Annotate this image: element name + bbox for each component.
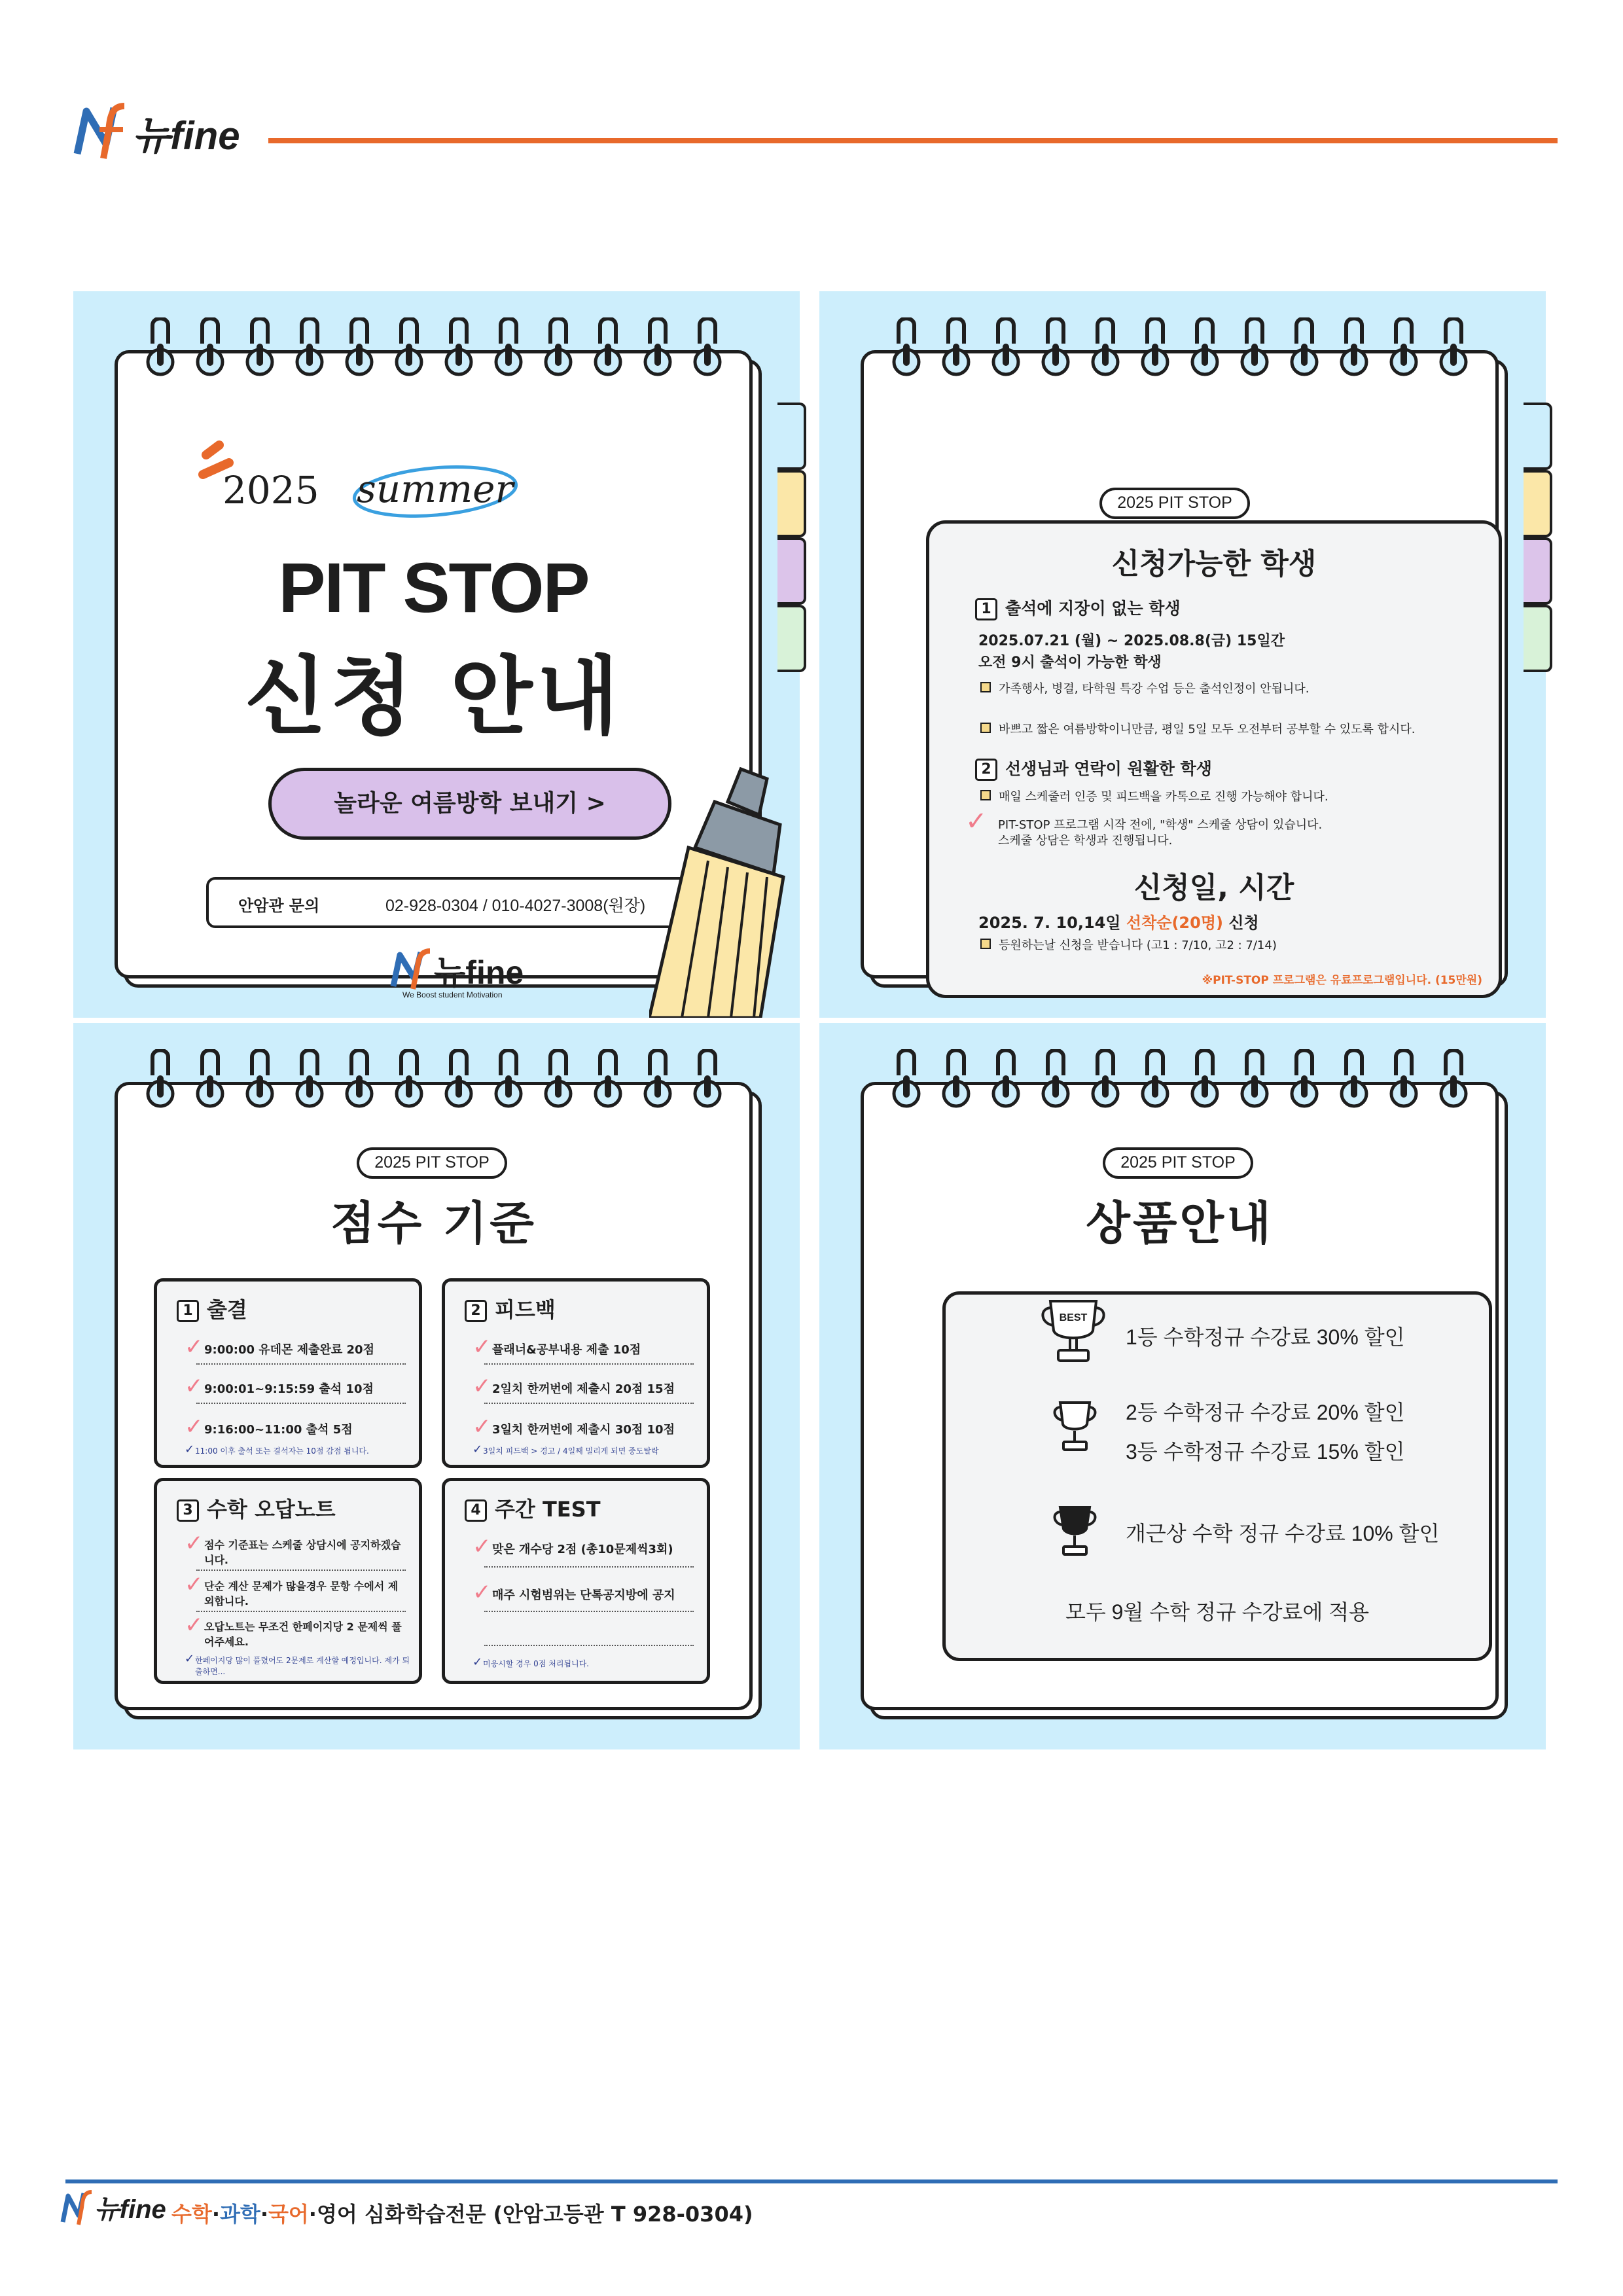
ring-bar: [257, 344, 263, 366]
prize-box: [942, 1291, 1492, 1661]
box-title: 1 출결: [177, 1293, 247, 1323]
spiral-ring: [1147, 1050, 1163, 1076]
spiral-ring: [1197, 1050, 1213, 1076]
spiral-ring: [550, 1050, 566, 1076]
page-title: 신청 안내: [244, 647, 623, 746]
summer-label: [350, 460, 520, 519]
header-divider: [268, 138, 1558, 143]
ring-bar: [1351, 344, 1357, 366]
spiral-ring: [1048, 1050, 1063, 1076]
ring-bar: [555, 1075, 562, 1098]
trophy-best-icon: [1037, 1298, 1109, 1367]
spiral-ring: [1048, 319, 1063, 344]
score-box-wrongnote: [154, 1478, 422, 1684]
box-title: 2 피드백: [465, 1293, 556, 1323]
ring-bar: [207, 1075, 213, 1098]
spiral-ring: [302, 319, 317, 344]
ring-bar: [306, 1075, 313, 1098]
spiral-ring: [202, 1050, 218, 1076]
spiral-ring: [600, 319, 616, 344]
box-title: 4 주간 TEST: [465, 1493, 601, 1523]
ring-bar: [903, 344, 910, 366]
ring-bar: [356, 344, 363, 366]
criterion-title: 선생님과 연락이 원활한 학생: [1005, 759, 1212, 778]
ring-bar: [605, 344, 611, 366]
box-title: 3 수학 오답노트: [177, 1493, 336, 1523]
ring-bar: [356, 1075, 363, 1098]
ring-bar: [1202, 1075, 1208, 1098]
spiral-ring: [1396, 1050, 1412, 1076]
section-heading: 점수 기준: [330, 1196, 537, 1250]
year-label: 2025: [223, 468, 319, 512]
panel-prizes: [819, 1023, 1546, 1749]
ring-bar: [157, 1075, 164, 1098]
spiral-ring: [1296, 1050, 1312, 1076]
spiral-ring: [899, 319, 914, 344]
criterion-title: 출석에 지장이 없는 학생: [1005, 599, 1181, 618]
score-note: ✓ 미응시할 경우 0점 처리됩니다.: [473, 1655, 589, 1669]
ring-bar: [505, 344, 512, 366]
criterion-2: [975, 756, 1212, 781]
spiral-ring: [1396, 319, 1412, 344]
spiral-ring: [1097, 319, 1113, 344]
ring-bar: [953, 1075, 959, 1098]
spiral-ring: [948, 319, 964, 344]
logo-mark-icon: [389, 946, 586, 992]
ring-bar: [406, 344, 412, 366]
ring-bar: [953, 344, 959, 366]
svg-text:뉴fine: 뉴fine: [434, 954, 524, 991]
spiral-ring: [252, 319, 268, 344]
panel-scoring: [73, 1023, 800, 1749]
spiral-ring: [600, 1050, 616, 1076]
panel-eligibility: [819, 291, 1546, 1018]
ring-bar: [1052, 344, 1059, 366]
spiral-ring: [302, 1050, 317, 1076]
spiral-ring: [401, 319, 417, 344]
score-note: ✓ 3일치 피드백 > 경고 / 4일째 밀리게 되면 중도탈락: [473, 1443, 659, 1456]
ring-bar: [1102, 1075, 1109, 1098]
check-text: 스케줄 상담은 학생과 진행됩니다.: [998, 834, 1173, 848]
footer-divider: [65, 2179, 1558, 2183]
score-item: ✓ 플래너&공부내용 제출 10점: [473, 1334, 641, 1360]
ring-bar: [1301, 344, 1308, 366]
spiral-ring: [1197, 319, 1213, 344]
bullet: 바쁘고 짧은 여름방학이니만큼, 평일 5일 모두 오전부터 공부할 수 있도록 합시다.: [980, 720, 1416, 737]
ring-bar: [1400, 344, 1407, 366]
bullet: 매일 스케줄러 인증 및 피드백을 카톡으로 진행 가능해야 합니다.: [980, 787, 1329, 804]
ring-bar: [1450, 344, 1457, 366]
score-item: ✓ 매주 시험범위는 단톡공지방에 공지: [473, 1579, 675, 1605]
spiral-ring: [899, 1050, 914, 1076]
summer-text: summer: [357, 467, 514, 511]
bullet: 가족행사, 병결, 타학원 특강 수업 등은 출석인정이 안됩니다.: [980, 679, 1310, 696]
spiral-ring: [451, 1050, 467, 1076]
score-item: ✓ 3일치 한꺼번에 제출시 30점 10점: [473, 1414, 675, 1440]
spiral-rings: [144, 317, 726, 389]
section-heading: 신청가능한 학생: [1111, 547, 1317, 581]
prize-2: 2등 수학정규 수강료 20% 할인: [1126, 1401, 1405, 1424]
score-box-attendance: [154, 1278, 422, 1468]
ring-bar: [455, 344, 462, 366]
ring-bar: [505, 1075, 512, 1098]
svg-text:BEST: BEST: [1059, 1312, 1088, 1323]
spiral-rings: [144, 1049, 726, 1121]
spiral-ring: [550, 319, 566, 344]
trophy-icon: [1050, 1399, 1099, 1455]
spiral-ring: [948, 1050, 964, 1076]
score-item: ✓ 9:00:00 유데몬 제출완료 20점: [185, 1334, 374, 1360]
spiral-ring: [1247, 1050, 1262, 1076]
ring-bar: [1102, 344, 1109, 366]
contact-label: 안암관 문의: [238, 897, 320, 915]
footer-logo: [60, 2188, 171, 2227]
score-item: ✓ 2일치 한꺼번에 제출시 20점 15점: [473, 1373, 675, 1399]
ring-bar: [1301, 1075, 1308, 1098]
spiral-ring: [152, 319, 168, 344]
ring-bar: [1251, 1075, 1258, 1098]
fee-note: ※PIT-STOP 프로그램은 유료프로그램입니다. (15만원): [1202, 974, 1482, 987]
section-heading: 신청일, 시간: [1133, 871, 1294, 905]
time-req: 오전 9시 출석이 가능한 학생: [978, 655, 1162, 671]
spiral-ring: [998, 1050, 1014, 1076]
notepad-card: [861, 350, 1499, 987]
panel-intro: [73, 291, 800, 1018]
spiral-ring: [650, 1050, 666, 1076]
ring-bar: [1251, 344, 1258, 366]
spiral-ring: [1147, 319, 1163, 344]
section-heading: 상품안내: [1086, 1196, 1274, 1250]
spiral-ring: [351, 319, 367, 344]
brand-logo: [72, 98, 268, 164]
period: 2025.07.21 (월) ~ 2025.08.8(금) 15일간: [978, 633, 1285, 649]
spiral-ring: [351, 1050, 367, 1076]
ring-bar: [207, 344, 213, 366]
bullet: 등원하는날 신청을 받습니다 (고1 : 7/10, 고2 : 7/14): [980, 936, 1277, 953]
prize-1: 1등 수학정규 수강료 30% 할인: [1126, 1325, 1405, 1349]
spiral-ring: [152, 1050, 168, 1076]
ring-bar: [1450, 1075, 1457, 1098]
ring-bar: [1003, 344, 1009, 366]
ring-bar: [455, 1075, 462, 1098]
ring-bar: [605, 1075, 611, 1098]
spiral-ring: [1346, 1050, 1362, 1076]
apply-date: 2025. 7. 10,14일 선착순(20명) 신청: [978, 914, 1259, 932]
badge: 2025 PIT STOP: [1103, 1147, 1253, 1179]
eligibility-box: [926, 520, 1502, 998]
svg-text:뉴fine: 뉴fine: [132, 114, 240, 158]
ring-bar: [1152, 344, 1158, 366]
score-item: ✓ 맞은 개수당 2점 (총10문제씩3회): [473, 1534, 673, 1560]
check-text: PIT-STOP 프로그램 시작 전에, "학생" 스케줄 상담이 있습니다.: [998, 818, 1323, 832]
spiral-ring: [401, 1050, 417, 1076]
number-badge: 2: [975, 759, 997, 781]
spiral-ring: [650, 319, 666, 344]
ring-bar: [157, 344, 164, 366]
spiral-ring: [700, 319, 715, 344]
ring-bar: [704, 1075, 711, 1098]
score-item: ✓ 점수 기준표는 스케줄 상담시에 공지하겠습니다.: [185, 1530, 401, 1566]
brand-logo-small: [389, 946, 586, 1005]
contact-value: 02-928-0304 / 010-4027-3008(원장): [385, 897, 646, 915]
spiral-rings: [890, 1049, 1472, 1121]
score-note: ✓ 한페이지당 많이 풀렸어도 2문제로 계산할 예정입니다. 제가 퇴출하면...: [185, 1652, 410, 1676]
ring-bar: [1052, 1075, 1059, 1098]
spiral-ring: [998, 319, 1014, 344]
ring-bar: [257, 1075, 263, 1098]
spiral-ring: [1446, 1050, 1461, 1076]
prize-3: 3등 수학정규 수강료 15% 할인: [1126, 1440, 1405, 1463]
ring-bar: [1003, 1075, 1009, 1098]
ring-bar: [1202, 344, 1208, 366]
score-item: ✓ 9:00:01~9:15:59 출석 10점: [185, 1373, 374, 1399]
check-icon: ✓: [965, 806, 988, 836]
spiral-ring: [1296, 319, 1312, 344]
prize-perfect-attendance: 개근상 수학 정규 수강료 10% 할인: [1126, 1522, 1440, 1545]
ring-bar: [306, 344, 313, 366]
score-box-feedback: [442, 1278, 710, 1468]
number-badge: 1: [975, 598, 997, 620]
highlighter-icon: [649, 762, 800, 1018]
brand-tagline: We Boost student Motivation: [402, 990, 503, 999]
ring-bar: [903, 1075, 910, 1098]
badge: 2025 PIT STOP: [1099, 488, 1250, 519]
spiral-ring: [700, 1050, 715, 1076]
spiral-ring: [202, 319, 218, 344]
spiral-ring: [501, 1050, 516, 1076]
spiral-ring: [1346, 319, 1362, 344]
spiral-ring: [252, 1050, 268, 1076]
ring-bar: [555, 344, 562, 366]
svg-text:뉴fine: 뉴fine: [94, 2195, 166, 2224]
summer-button[interactable]: 놀라운 여름방학 보내기 >: [268, 768, 671, 840]
prize-note: 모두 9월 수학 정규 수강료에 적용: [1065, 1600, 1370, 1624]
score-box-weekly-test: [442, 1478, 710, 1684]
ring-bar: [654, 344, 661, 366]
ring-bar: [654, 1075, 661, 1098]
spiral-ring: [451, 319, 467, 344]
spiral-ring: [1097, 1050, 1113, 1076]
notepad-card: [861, 1082, 1499, 1710]
badge: 2025 PIT STOP: [357, 1147, 507, 1179]
event-title: PIT STOP: [278, 548, 589, 627]
notepad-card: [115, 1082, 753, 1710]
score-item: ✓ 9:16:00~11:00 출석 5점: [185, 1414, 353, 1440]
score-item: ✓ 오답노트는 무조건 한페이지당 2 문제씩 풀어주세요.: [185, 1612, 402, 1648]
spiral-ring: [1446, 319, 1461, 344]
ring-bar: [1152, 1075, 1158, 1098]
spiral-ring: [1247, 319, 1262, 344]
ring-bar: [1400, 1075, 1407, 1098]
footer-text: 수학·과학·국어·영어 심화학습전문 (안암고등관 T 928-0304): [171, 2202, 753, 2227]
ring-bar: [704, 344, 711, 366]
criterion-1: [975, 596, 1181, 620]
ring-bar: [406, 1075, 412, 1098]
ring-bar: [1351, 1075, 1357, 1098]
spiral-ring: [501, 319, 516, 344]
score-note: ✓ 11:00 이후 출석 또는 결석자는 10점 감점 됩니다.: [185, 1443, 369, 1456]
cup-icon: [1050, 1504, 1099, 1560]
score-item: ✓ 단순 계산 문제가 많을경우 문항 수에서 제외합니다.: [185, 1571, 399, 1607]
spiral-rings: [890, 317, 1472, 389]
